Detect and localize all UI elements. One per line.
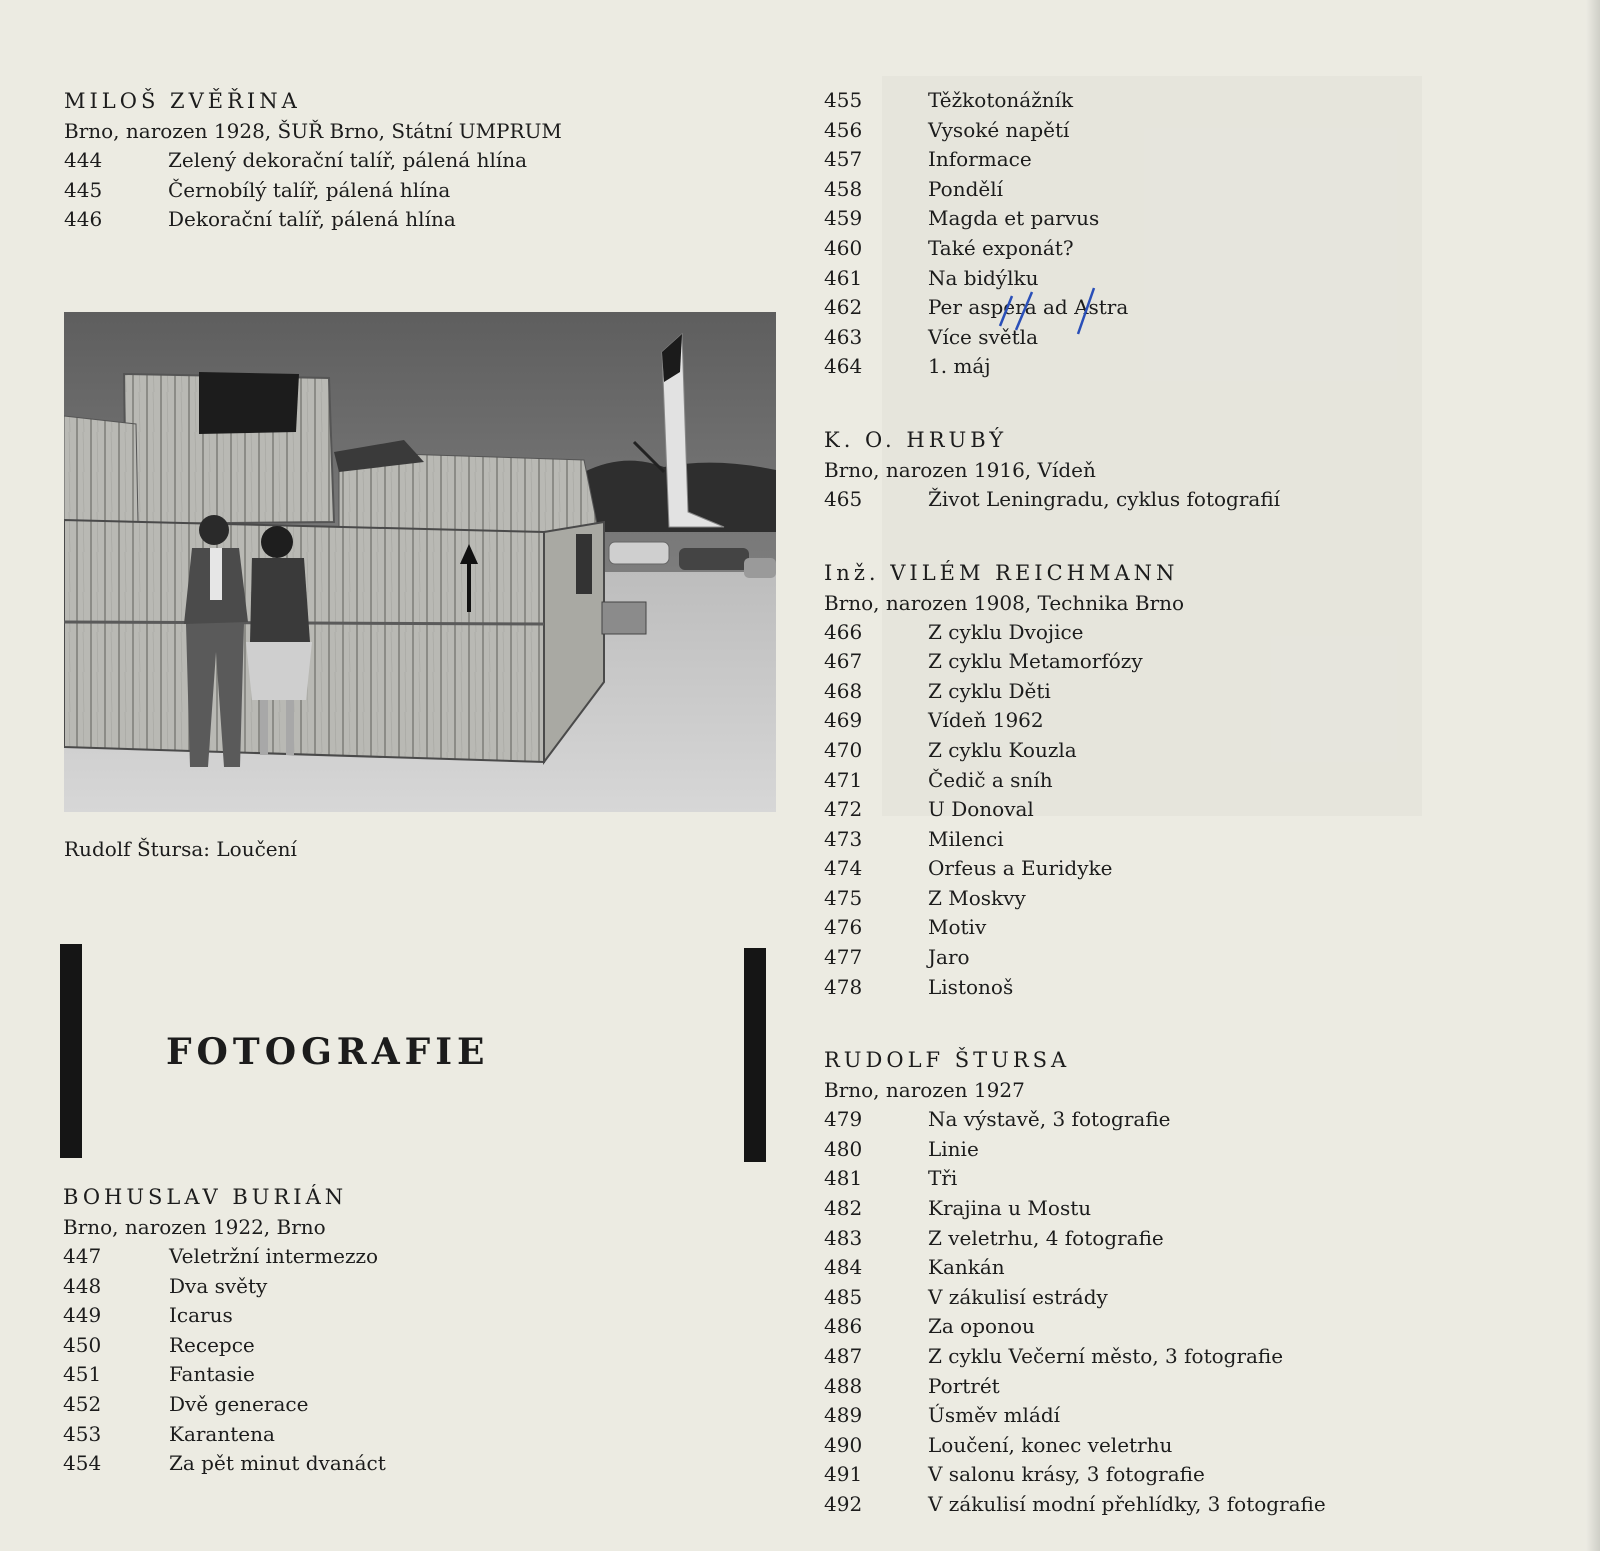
catalog-entry [824,116,1564,146]
entry-number: 457 [824,147,863,172]
entry-title: Dvě generace [169,1391,309,1416]
entry-number: 461 [824,265,863,290]
entry-title: Z cyklu Metamorfózy [928,649,1143,674]
catalog-entry [824,1105,1564,1135]
entry-number: 466 [824,619,863,644]
entry-number: 492 [824,1491,863,1516]
entry-number: 462 [824,295,863,320]
entry-title: Z cyklu Večerní město, 3 fotografie [928,1344,1284,1368]
entry-number: 447 [63,1244,102,1268]
catalog-entry [64,205,784,235]
catalog-entry [824,618,1564,648]
entry-number: 454 [63,1451,102,1476]
entry-title: U Donoval [928,797,1034,822]
entry-number: 477 [824,945,863,970]
entry-title: Kankán [928,1255,1005,1280]
entry-title: Z Moskvy [928,885,1026,910]
entry-number: 458 [824,176,863,201]
entry-list [824,618,1564,1003]
entry-number: 470 [824,737,863,762]
catalog-entry [824,1194,1564,1224]
catalog-entry [63,1272,763,1302]
entry-title: Na bidýlku [928,265,1039,290]
catalog-entry [824,766,1564,796]
entry-number: 485 [824,1284,863,1309]
entry-number: 455 [824,88,863,112]
entry-number: 490 [824,1432,863,1457]
author-name: Inž. VILÉM REICHMANN [824,560,1179,585]
entry-number: 481 [824,1166,863,1191]
entry-title: Z veletrhu, 4 fotografie [928,1225,1164,1250]
entry-title: Za pět minut dvanáct [169,1451,386,1476]
catalog-entry [63,1242,763,1272]
catalog-entry [824,884,1564,914]
entry-number: 482 [824,1196,863,1221]
photograph-louceni [64,312,776,812]
entry-title: Jaro [928,945,970,970]
section-title: FOTOGRAFIE [166,1031,490,1073]
entry-title: Linie [928,1136,979,1161]
entry-title: Orfeus a Euridyke [928,856,1113,881]
entry-number: 465 [824,486,863,511]
catalog-entry [824,1283,1564,1313]
catalog-entry [824,485,1564,515]
author-block-burian [63,1182,763,1479]
catalog-entry [63,1301,763,1331]
section-bar-right [744,948,766,1162]
catalog-entry [824,264,1564,294]
entry-title: Veletržní intermezzo [169,1244,379,1268]
entry-title: Vídeň 1962 [928,708,1044,733]
entry-title: Více světla [928,324,1038,349]
right-column [824,86,1564,1520]
entry-list-continued [824,86,1564,382]
catalog-entry [824,1342,1564,1372]
catalog-entry [824,1460,1564,1490]
catalog-entry [824,943,1564,973]
entry-title: Magda et parvus [928,206,1100,231]
author-block-zverina [64,86,784,235]
entry-title: Vysoké napětí [928,117,1070,142]
entry-number: 475 [824,885,863,910]
entry-number: 478 [824,974,863,999]
entry-title: V salonu krásy, 3 fotografie [928,1462,1205,1487]
entry-title: Per aspera ad Astra [928,295,1129,320]
entry-title: Listonoš [928,974,1014,999]
catalog-entry [824,234,1564,264]
catalog-entry [824,352,1564,382]
catalog-entry [63,1449,763,1479]
photo-illustration [64,312,776,812]
entry-title: Icarus [169,1303,233,1328]
entry-title: Portrét [928,1373,1000,1398]
catalog-entry [824,1164,1564,1194]
entry-number: 479 [824,1107,863,1132]
author-name: MILOŠ ZVĚŘINA [64,89,301,113]
catalog-entry [64,146,784,176]
entry-number: 445 [64,177,103,202]
catalog-entry [824,736,1564,766]
page-edge-shadow [1586,0,1600,1551]
author-info: Brno, narozen 1916, Vídeň [824,457,1096,482]
catalog-entry [824,795,1564,825]
catalog-entry [824,1490,1564,1520]
catalog-entry [824,323,1564,353]
entry-title: Fantasie [169,1362,255,1387]
catalog-entry [64,176,784,206]
catalog-entry [63,1420,763,1450]
entry-title: Tři [928,1166,958,1191]
entry-title: Čedič a sníh [928,767,1053,792]
entry-number: 476 [824,915,863,940]
entry-number: 472 [824,797,863,822]
catalog-entry [824,1135,1564,1165]
catalog-entry [63,1390,763,1420]
entry-number: 450 [63,1332,102,1357]
entry-title: Za oponou [928,1314,1035,1339]
entry-title: Na výstavě, 3 fotografie [928,1107,1171,1132]
catalog-entry [824,1431,1564,1461]
entry-number: 456 [824,117,863,142]
author-info: Brno, narozen 1908, Technika Brno [824,590,1185,615]
entry-title: Život Leningradu, cyklus fotografií [928,486,1281,511]
entry-list [824,485,1564,515]
catalog-entry [824,677,1564,707]
entry-number: 463 [824,324,863,349]
catalog-entry [824,706,1564,736]
entry-title: Také exponát? [928,235,1074,260]
entry-title: Karantena [169,1421,275,1446]
catalog-entry [824,204,1564,234]
entry-title: Dekorační talíř, pálená hlína [168,207,456,232]
entry-list [824,1105,1564,1519]
entry-number: 487 [824,1344,863,1368]
entry-number: 480 [824,1136,863,1161]
catalog-entry [824,1401,1564,1431]
catalog-entry [824,854,1564,884]
entry-title: 1. máj [928,354,991,379]
entry-title: Černobílý talíř, pálená hlína [168,177,451,202]
entry-number: 449 [63,1303,102,1328]
entry-number: 473 [824,826,863,851]
catalog-entry [824,913,1564,943]
catalog-entry [824,1253,1564,1283]
photo-caption: Rudolf Štursa: Loučení [64,837,297,861]
catalog-entry [63,1360,763,1390]
entry-title: Krajina u Mostu [928,1196,1092,1221]
entry-title: Úsměv mládí [928,1403,1061,1428]
author-name: RUDOLF ŠTURSA [824,1048,1071,1073]
entry-title: Z cyklu Dvojice [928,619,1084,644]
entry-number: 471 [824,767,863,792]
entry-title: Dva světy [169,1273,268,1298]
catalog-entry [824,1224,1564,1254]
entry-title: Z cyklu Kouzla [928,737,1077,762]
entry-title: V zákulisí estrády [928,1284,1108,1309]
catalog-entry [824,825,1564,855]
entry-title: Motiv [928,915,987,940]
catalog-entry [824,145,1564,175]
entry-number: 451 [63,1362,102,1387]
entry-number: 444 [64,148,103,172]
catalog-entry [824,973,1564,1003]
entry-title: Recepce [169,1332,255,1357]
entry-number: 489 [824,1403,863,1428]
author-info: Brno, narozen 1927 [824,1078,1025,1103]
author-info: Brno, narozen 1928, ŠUŘ Brno, Státní UMPRUM [64,119,562,143]
catalog-entry [824,175,1564,205]
catalog-entry [824,293,1564,323]
catalog-entry [824,1372,1564,1402]
entry-number: 468 [824,678,863,703]
entry-number: 469 [824,708,863,733]
entry-title: Zelený dekorační talíř, pálená hlína [168,148,528,172]
entry-number: 453 [63,1421,102,1446]
entry-list [64,146,784,235]
entry-number: 484 [824,1255,863,1280]
pen-mark-strokes [990,282,1130,342]
author-name: K. O. HRUBÝ [824,427,1008,452]
entry-title: Milenci [928,826,1004,851]
author-name: BOHUSLAV BURIÁN [63,1185,348,1209]
entry-number: 491 [824,1462,863,1487]
entry-title: Z cyklu Děti [928,678,1051,703]
entry-list [63,1242,763,1479]
entry-number: 483 [824,1225,863,1250]
section-bar-left [60,944,82,1158]
entry-title: Pondělí [928,176,1003,201]
entry-number: 459 [824,206,863,231]
entry-title: V zákulisí modní přehlídky, 3 fotografie [928,1491,1326,1516]
entry-title: Informace [928,147,1032,172]
catalog-entry [824,1312,1564,1342]
entry-title: Loučení, konec veletrhu [928,1432,1173,1457]
entry-title: Těžkotonážník [928,88,1074,112]
entry-number: 486 [824,1314,863,1339]
entry-number: 467 [824,649,863,674]
entry-number: 446 [64,207,103,232]
entry-number: 452 [63,1391,102,1416]
entry-number: 464 [824,354,863,379]
catalog-entry [824,647,1564,677]
entry-number: 488 [824,1373,863,1398]
author-info: Brno, narozen 1922, Brno [63,1215,326,1239]
catalog-entry [63,1331,763,1361]
entry-number: 448 [63,1273,102,1298]
catalog-entry [824,86,1564,116]
entry-number: 474 [824,856,863,881]
entry-number: 460 [824,235,863,260]
